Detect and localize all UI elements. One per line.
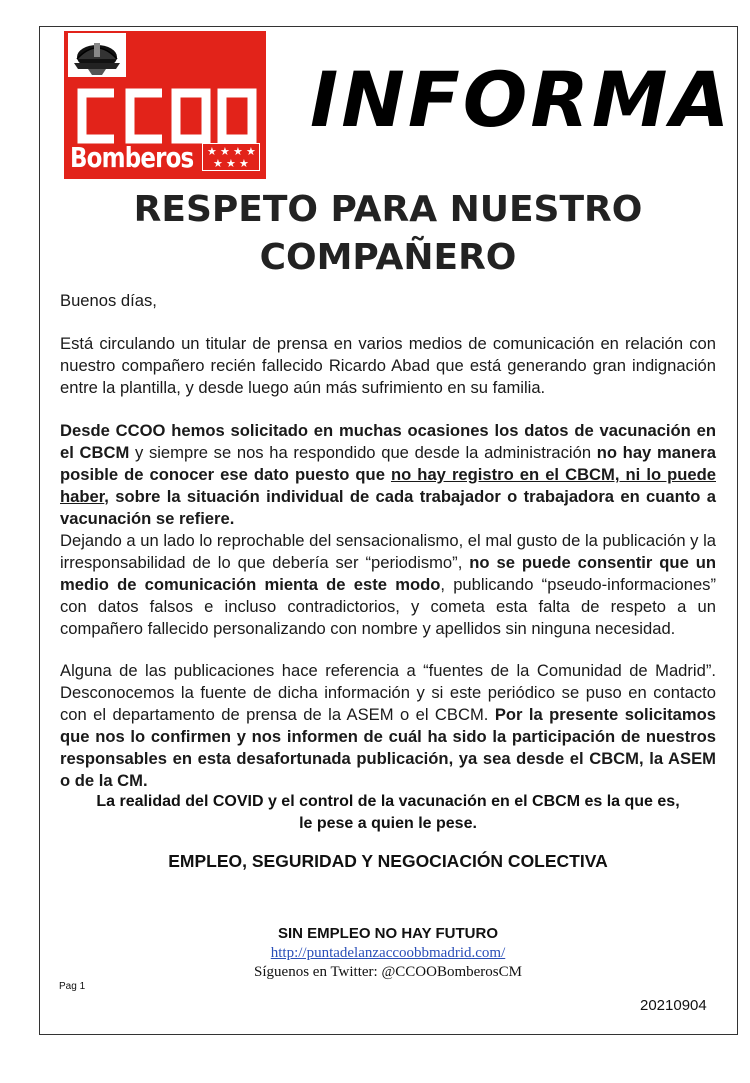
website-link[interactable]: http://puntadelanzaccoobbmadrid.com/ bbox=[270, 945, 506, 961]
p3-text-1: Dejando a un lado lo reprochable del sensacionalismo, el mal gusto de la publicación y la irresponsabilidad de lo que debería ser “periodismo”, bbox=[60, 531, 716, 572]
paragraph-1-text: Está circulando un titular de prensa en varios medios de comunicación en relación con nuestro compañero recién fallecido Ricardo Abad que está generando gran indignación entre la plantilla, y desde luego aún más sufrimiento en su familia. bbox=[60, 334, 716, 397]
closing-line-1: La realidad del COVID y el control de la vacunación en el CBCM es la que es, bbox=[96, 793, 680, 810]
ccoo-bomberos-logo bbox=[64, 31, 266, 179]
twitter-handle: Síguenos en Twitter: @CCOOBomberosCM bbox=[254, 964, 522, 980]
document-code: 20210904 bbox=[640, 997, 707, 1014]
p2-bold-underlined: no hay registro en el CBCM, ni lo puede haber bbox=[60, 465, 716, 506]
svg-text:★: ★ bbox=[239, 157, 249, 170]
paragraph-1 bbox=[60, 333, 716, 399]
p3-bold-1: no se puede consentir que un medio de comunicación mienta de este modo bbox=[60, 553, 717, 594]
p3-text-2: , publicando “pseudo-informaciones” con datos falsos e incluso contradictorios, y cometa esta falta de respeto a un compañero fallecido personalizando con nombre y apellidos sin ninguna necesidad. bbox=[60, 575, 716, 638]
svg-text:★: ★ bbox=[213, 157, 223, 170]
closing-statement bbox=[60, 791, 716, 835]
paragraph-3 bbox=[60, 530, 716, 640]
ccoo-letters bbox=[72, 83, 260, 149]
footer bbox=[60, 924, 716, 982]
stars-icon bbox=[202, 143, 260, 171]
greeting: Buenos días, bbox=[60, 291, 157, 310]
paragraph-4 bbox=[60, 660, 716, 792]
union-motto: EMPLEO, SEGURIDAD Y NEGOCIACIÓN COLECTIVA bbox=[168, 851, 608, 871]
p2-bold-intro: Desde CCOO hemos solicitado en muchas ocasiones los datos de vacunación en el CBCM bbox=[60, 421, 716, 462]
paragraph-2 bbox=[60, 420, 716, 530]
title-line-2: COMPAÑERO bbox=[259, 237, 517, 278]
title-line-1: RESPETO PARA NUESTRO bbox=[133, 189, 643, 230]
svg-text:★: ★ bbox=[246, 145, 256, 158]
svg-text:★: ★ bbox=[233, 145, 243, 158]
p2-bold-1: no hay manera posible de conocer ese dato puesto que bbox=[60, 443, 716, 484]
p2-bold-2: , sobre la situación individual de cada trabajador o trabajadora en cuanto a vacunación se refiere. bbox=[60, 487, 716, 528]
p4-bold-1: Por la presente solicitamos que nos lo confirmen y nos informen de cuál ha sido la participación de nuestros responsables en esta desafortunada publicación, ya sea desde el CBCM, la ASEM o de la CM. bbox=[60, 705, 716, 790]
svg-text:★: ★ bbox=[226, 157, 236, 170]
informa-heading: INFORMA bbox=[310, 55, 733, 144]
page-number: Pag 1 bbox=[59, 981, 86, 992]
closing-line-2: le pese a quien le pese. bbox=[299, 815, 477, 832]
svg-text:★: ★ bbox=[207, 145, 217, 158]
footer-slogan: SIN EMPLEO NO HAY FUTURO bbox=[277, 925, 499, 942]
p4-text-1: Alguna de las publicaciones hace referencia a “fuentes de la Comunidad de Madrid”. Desconocemos la fuente de dicha información y si este periódico se puso en contacto con el departamento de prensa de la ASEM o el CBCM. bbox=[60, 661, 716, 724]
logo-department-text: Bomberos bbox=[70, 141, 194, 174]
p2-text-1: y siempre se nos ha respondido que desde la administración bbox=[129, 443, 597, 462]
svg-text:★: ★ bbox=[220, 145, 230, 158]
helmet-icon bbox=[68, 33, 126, 77]
page-title bbox=[60, 186, 716, 282]
